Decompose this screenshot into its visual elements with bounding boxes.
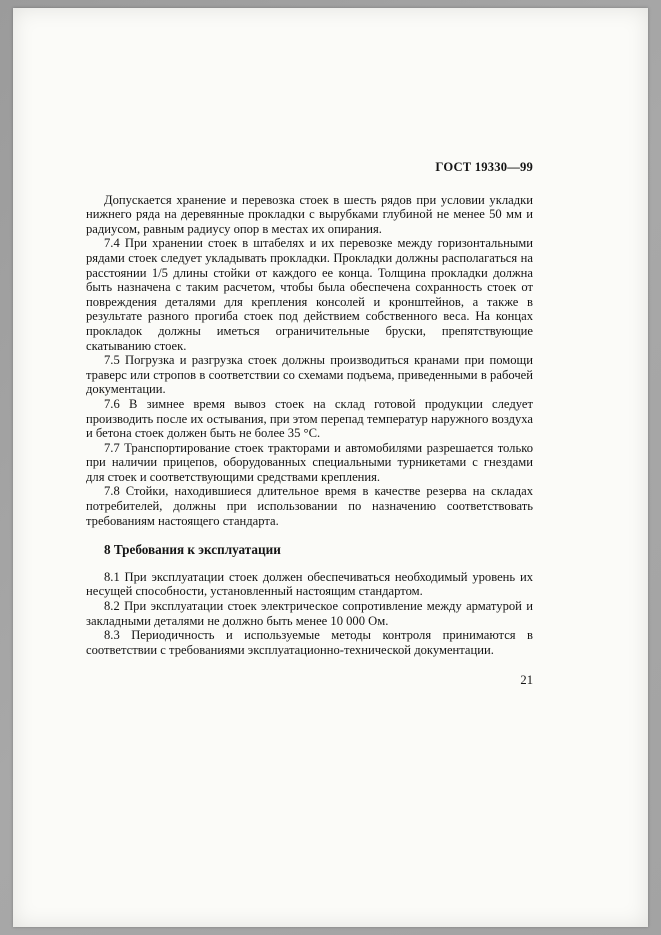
paragraph-8-2: 8.2 При эксплуатации стоек электрическое сопротивление между арматурой и закладными деталями не должно быть менее 10 000 Ом. [86,599,533,628]
paragraph-storage-allowance: Допускается хранение и перевозка стоек в шесть рядов при условии укладки нижнего ряда на деревянные прокладки с вырубками глубиной не менее 50 мм и радиусом, равным радиусу опор в местах их опирания. [86,192,533,236]
paragraph-7-5: 7.5 Погрузка и разгрузка стоек должны производиться кранами при помощи траверс или стропов в соответствии со схемами подъема, приведенными в рабочей документации. [86,353,533,397]
page-number: 21 [520,673,533,688]
paragraph-7-8: 7.8 Стойки, находившиеся длительное время в качестве резерва на складах потребителей, должны при использовании по назначению соответствовать требованиям настоящего стандарта. [86,484,533,528]
section-8-heading: 8 Требования к эксплуатации [104,542,281,558]
standard-designation-header: ГОСТ 19330—99 [435,160,533,174]
paragraph-8-1: 8.1 При эксплуатации стоек должен обеспечиваться необходимый уровень их несущей способности, установленный настоящим стандартом. [86,569,533,599]
paragraph-7-7: 7.7 Транспортирование стоек тракторами и автомобилями разрешается только при наличии прицепов, оборудованных специальными турникетами с гнездами для стоек и соответствующими средствами крепления. [86,440,533,484]
paragraph-8-3: 8.3 Периодичность и используемые методы контроля принимаются в соответствии с требованиями эксплуатационно-технической документации. [86,628,533,657]
paragraph-7-6: 7.6 В зимнее время вывоз стоек на склад готовой продукции следует производить после их остывания, при этом перепад температур наружного воздуха и бетона стоек должен быть не более 35 °С. [86,396,533,441]
document-body [86,160,533,688]
paragraph-7-4: 7.4 При хранении стоек в штабелях и их перевозке между горизонтальными рядами стоек следует укладывать прокладки. Прокладки должны располагаться на расстоянии 1/5 длины стойки от каждого ее конца. Толщина прокладки должна быть назначена с таким расчетом, чтобы была обеспечена сохранность стоек от повреждения деталями для крепления консолей и кронштейнов, а также в результате разного прогиба стоек под действием собственного веса. На концах прокладок должны иметься ограничительные бруски, препятствующие скатыванию стоек. [86,236,533,353]
document-page [13,8,648,927]
